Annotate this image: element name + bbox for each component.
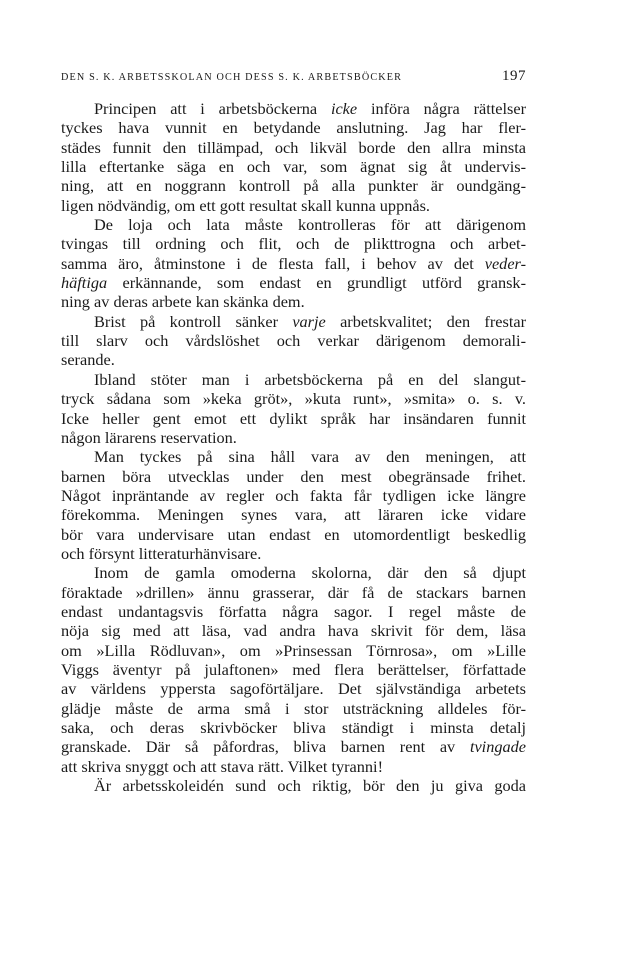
text-line: Något inpräntande av regler och fakta får tydligen icke längre (61, 485, 526, 505)
text-line: och försynt litteraturhänvisare. (61, 543, 262, 563)
text-line: ligen nödvändig, om ett gott resultat skall kunna uppnås. (61, 195, 430, 215)
emphasis: veder- (484, 253, 526, 273)
text-line: tryck sådana som »keka gröt», »kuta runt», »smita» o. s. v. (61, 389, 526, 409)
text-line: barnen böra utvecklas under den mest obegränsade frihet. (61, 466, 526, 486)
emphasis: icke (330, 99, 358, 118)
text-line: att skriva snyggt och att stava rätt. Vilket tyranni! (61, 756, 384, 776)
text-line: Man tyckes på sina håll vara av den meningen, att (94, 447, 526, 467)
emphasis: varje (292, 311, 326, 331)
text-line: endast undantagsvis författa några sagor. I regel måste de (61, 601, 526, 621)
text-line: bör vara undervisare utan endast en utomordentligt beskedlig (61, 524, 526, 544)
text-line: städes funnit den tillämpad, och likväl borde den allra minsta (61, 137, 526, 157)
text-line: ning av deras arbete kan skänka dem. (61, 292, 305, 312)
text-line: Ibland stöter man i arbetsböckerna på en del slangut- (94, 369, 526, 389)
text-line: De loja och lata måste kontrolleras för att därigenom (94, 215, 526, 235)
book-page (61, 66, 526, 795)
text-line: av världens yppersta sagoförtäljare. Det självständiga arbetets (61, 679, 526, 699)
text-line: någon lärarens reservation. (61, 427, 237, 447)
body-text (61, 99, 526, 795)
text-line: häftiga erkännande, som endast en grundligt utförd gransk- (61, 273, 526, 293)
text-line: glädje måste de arma små i stor utsträckning alldeles för- (61, 698, 526, 718)
text-line: Är arbetsskoleidén sund och riktig, bör den ju giva goda (94, 776, 526, 796)
text-line: om »Lilla Rödluvan», om »Prinsessan Törnrosa», om »Lille (61, 640, 526, 660)
text-line: tvingas till ordning och flit, och de plikttrogna och arbet- (61, 234, 526, 254)
text-line: ning, att en noggrann kontroll på alla punkter är oundgäng- (61, 176, 526, 196)
text-line: Inom de gamla omoderna skolorna, där den så djupt (94, 563, 526, 583)
text-line: Icke heller gent emot ett dylikt språk har insändaren funnit (61, 408, 526, 428)
text-line: förekomma. Meningen synes vara, att läraren icke vidare (61, 505, 526, 525)
page-number: 197 (502, 68, 526, 84)
text-line: tyckes hava vunnit en betydande anslutning. Jag har fler- (61, 118, 526, 138)
text-line: föraktade »drillen» ännu grasserar, där få de stackars barnen (61, 582, 526, 602)
text-line: Viggs äventyr på julaftonen» med flera berättelser, författade (61, 659, 526, 679)
emphasis: tvingade (469, 737, 526, 757)
running-head (61, 66, 526, 86)
text-line: Principen att i arbetsböckerna icke införa några rättelser (94, 99, 527, 118)
text-line: granskade. Där så påfordras, bliva barnen rent av tvingade (61, 737, 526, 757)
text-line: nöja sig med att läsa, vad andra hava skrivit för dem, läsa (61, 621, 526, 641)
emphasis: häftiga (61, 273, 108, 293)
text-line: serande. (61, 350, 115, 370)
text-line: lilla eftertanke säga en och var, som ägnat sig åt undervis- (61, 157, 526, 177)
text-line: samma äro, åtminstone i de flesta fall, i behov av det veder- (61, 253, 526, 273)
text-line: till slarv och vårdslöshet och verkar därigenom demorali- (61, 331, 526, 351)
text-line: Brist på kontroll sänker varje arbetskvalitet; den frestar (94, 311, 526, 331)
text-line: saka, och deras skrivböcker bliva ständigt i minsta detalj (61, 718, 526, 737)
running-head-title: DEN S. K. ARBETSSKOLAN OCH DESS S. K. ARBETSBÖCKER (61, 72, 403, 83)
